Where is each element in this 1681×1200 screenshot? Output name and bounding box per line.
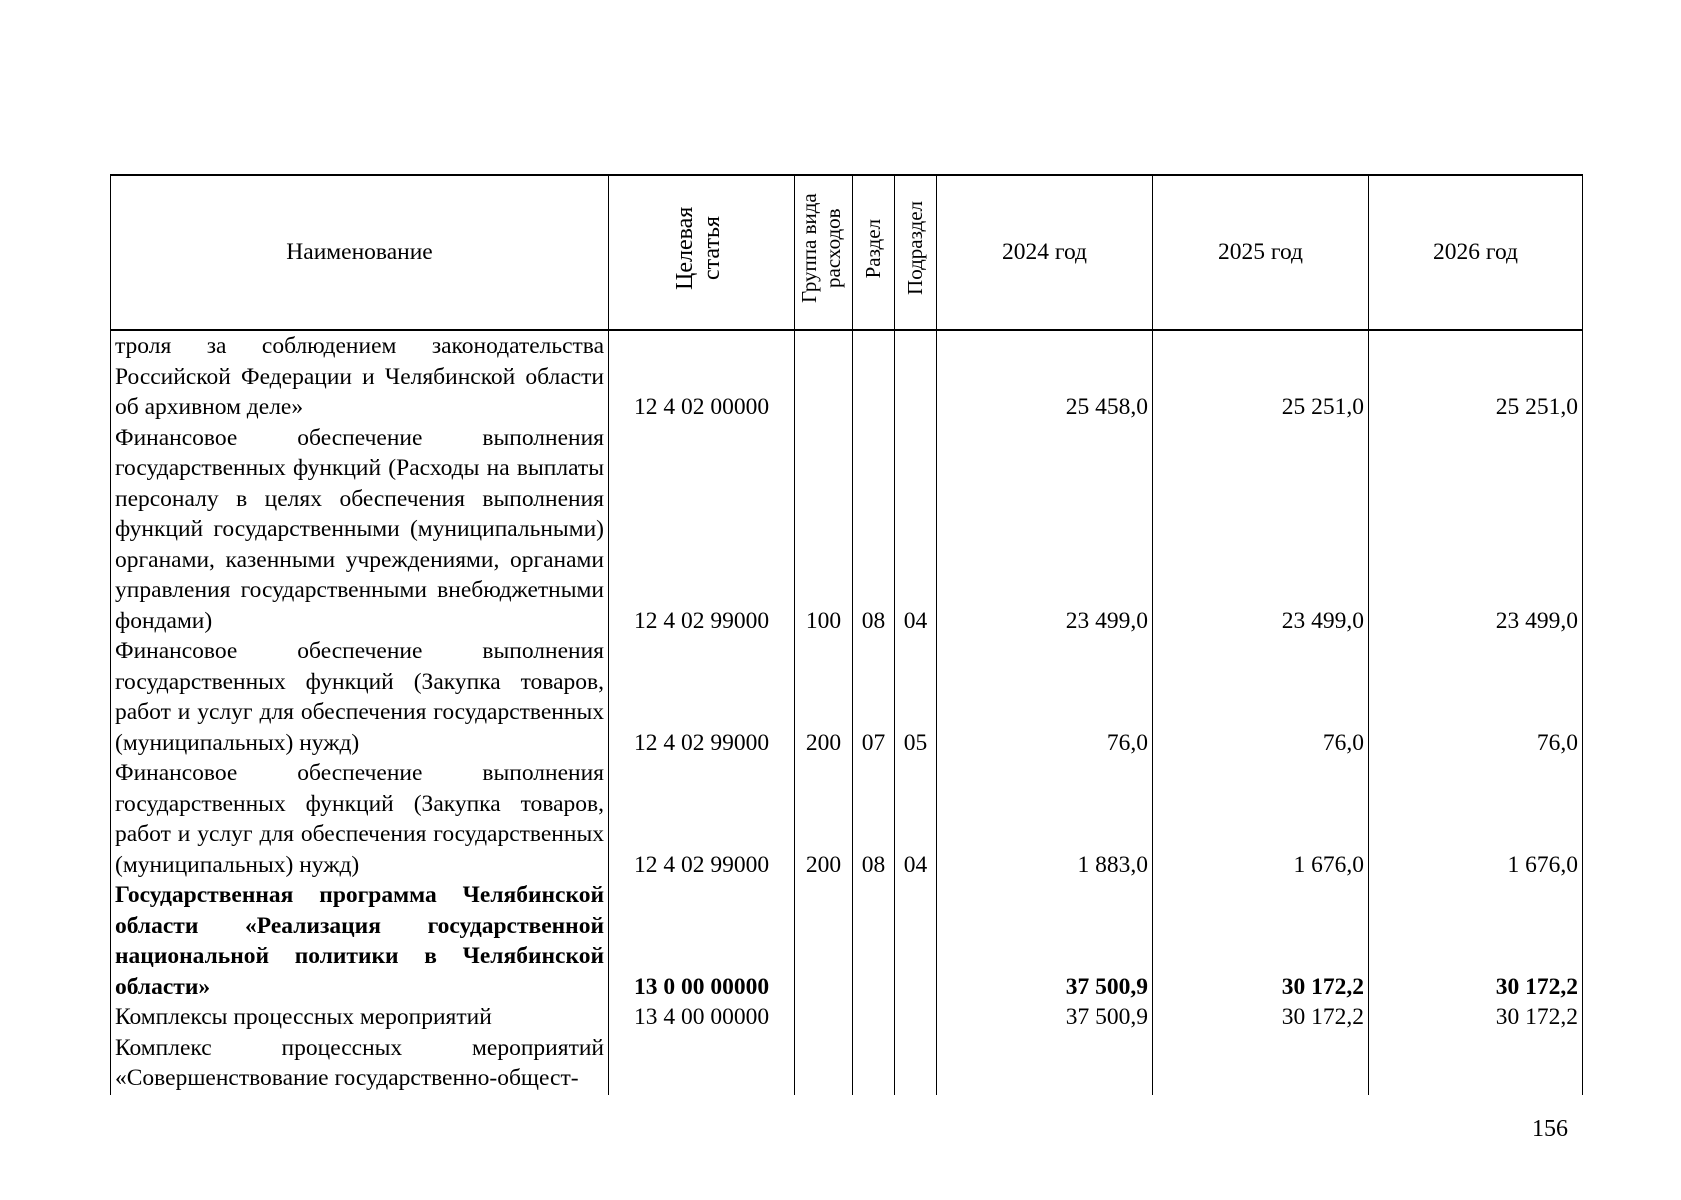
row-name: Финансовое обеспечение выполнения государственных функций (Расходы на выплаты персоналу в целях обеспечения выполнения функций государственными (муниципальными) органами, казенными учреждениями, органами управления государственными внебюджетными фондами) xyxy=(111,423,609,637)
table-row xyxy=(111,758,1583,880)
row-value-2026: 25 251,0 xyxy=(1369,330,1583,423)
header-2024: 2024 год xyxy=(937,175,1153,330)
row-target-code: 13 4 00 00000 xyxy=(609,1002,795,1033)
row-value-2026: 30 172,2 xyxy=(1369,880,1583,1002)
row-value-2025: 30 172,2 xyxy=(1153,880,1369,1002)
row-subsection xyxy=(895,330,937,423)
row-group xyxy=(795,330,853,423)
row-group xyxy=(795,880,853,1002)
row-section: 07 xyxy=(853,636,895,758)
row-value-2024: 37 500,9 xyxy=(937,880,1153,1002)
row-name: Финансовое обеспечение выполнения государственных функций (Закупка товаров, работ и услуг для обеспечения государственных (муниципальных) нужд) xyxy=(111,636,609,758)
table-row xyxy=(111,423,1583,637)
row-target-code: 12 4 02 00000 xyxy=(609,330,795,423)
row-target-code: 12 4 02 99000 xyxy=(609,636,795,758)
row-value-2025: 1 676,0 xyxy=(1153,758,1369,880)
row-value-2026: 30 172,2 xyxy=(1369,1002,1583,1033)
row-group: 200 xyxy=(795,636,853,758)
row-target-code: 13 0 00 00000 xyxy=(609,880,795,1002)
table-row xyxy=(111,1033,1583,1095)
row-value-2026: 23 499,0 xyxy=(1369,423,1583,637)
row-value-2025: 25 251,0 xyxy=(1153,330,1369,423)
row-section xyxy=(853,1002,895,1033)
row-group: 100 xyxy=(795,423,853,637)
row-target-code xyxy=(609,1033,795,1095)
row-subsection xyxy=(895,1002,937,1033)
row-value-2024: 25 458,0 xyxy=(937,330,1153,423)
row-value-2026 xyxy=(1369,1033,1583,1095)
header-2025: 2025 год xyxy=(1153,175,1369,330)
page-number: 156 xyxy=(1532,1116,1568,1142)
row-target-code: 12 4 02 99000 xyxy=(609,758,795,880)
row-subsection: 04 xyxy=(895,423,937,637)
row-section xyxy=(853,880,895,1002)
row-value-2024: 37 500,9 xyxy=(937,1002,1153,1033)
header-target: Целевая статья xyxy=(609,175,795,330)
row-group xyxy=(795,1002,853,1033)
row-group xyxy=(795,1033,853,1095)
row-name: Комплексы процессных мероприятий xyxy=(111,1002,609,1033)
row-subsection xyxy=(895,1033,937,1095)
row-subsection: 05 xyxy=(895,636,937,758)
table-row xyxy=(111,636,1583,758)
row-target-code: 12 4 02 99000 xyxy=(609,423,795,637)
row-value-2024 xyxy=(937,1033,1153,1095)
row-section xyxy=(853,330,895,423)
row-value-2026: 76,0 xyxy=(1369,636,1583,758)
row-name: троля за соблюдением законодательства Российской Федерации и Челябинской области об архивном деле» xyxy=(111,330,609,423)
table-row xyxy=(111,880,1583,1002)
row-group: 200 xyxy=(795,758,853,880)
row-value-2024: 76,0 xyxy=(937,636,1153,758)
row-value-2025 xyxy=(1153,1033,1369,1095)
header-section: Раздел xyxy=(853,175,895,330)
row-name: Государственная программа Челябинской области «Реализация государственной национальной политики в Челябинской области» xyxy=(111,880,609,1002)
table-header-row xyxy=(111,175,1583,330)
budget-table xyxy=(110,174,1583,1095)
row-value-2025: 76,0 xyxy=(1153,636,1369,758)
table-row xyxy=(111,330,1583,423)
row-value-2025: 23 499,0 xyxy=(1153,423,1369,637)
row-name: Комплекс процессных мероприятий «Совершенствование государственно-общест- xyxy=(111,1033,609,1095)
row-section: 08 xyxy=(853,758,895,880)
row-name: Финансовое обеспечение выполнения государственных функций (Закупка товаров, работ и услуг для обеспечения государственных (муниципальных) нужд) xyxy=(111,758,609,880)
row-subsection: 04 xyxy=(895,758,937,880)
row-value-2024: 1 883,0 xyxy=(937,758,1153,880)
row-value-2025: 30 172,2 xyxy=(1153,1002,1369,1033)
row-section: 08 xyxy=(853,423,895,637)
header-2026: 2026 год xyxy=(1369,175,1583,330)
row-subsection xyxy=(895,880,937,1002)
header-group: Группа вида расходов xyxy=(795,175,853,330)
row-value-2024: 23 499,0 xyxy=(937,423,1153,637)
header-name: Наименование xyxy=(111,175,609,330)
table-row xyxy=(111,1002,1583,1033)
row-value-2026: 1 676,0 xyxy=(1369,758,1583,880)
header-subsection: Подраздел xyxy=(895,175,937,330)
row-section xyxy=(853,1033,895,1095)
